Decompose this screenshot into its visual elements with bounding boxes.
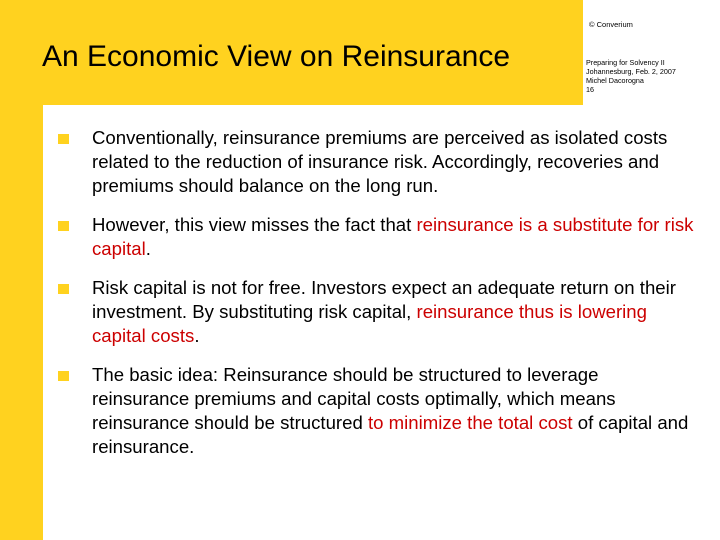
bullet-text: However, this view misses the fact that <box>92 214 417 235</box>
copyright: © Converium <box>589 20 633 29</box>
bullet-marker-icon <box>58 284 69 294</box>
meta-location-date: Johannesburg, Feb. 2, 2007 <box>586 67 676 76</box>
bullet-item <box>58 213 698 261</box>
slide-meta <box>586 58 676 94</box>
bullet-marker-icon <box>58 221 69 231</box>
bullet-item <box>58 363 698 459</box>
bullet-item <box>58 276 698 348</box>
bullet-highlight: to minimize the total cost <box>367 412 573 433</box>
bullet-text: Conventionally, reinsurance premiums are perceived as isolated costs related to the reduction of insurance risk. Accordingly, recoveries and premiums should balance on the long run. <box>92 127 668 196</box>
bullet-text-end: . <box>194 325 200 346</box>
bullet-highlight: reinsurance is a substitute for risk capital <box>92 214 694 259</box>
page-title: An Economic View on Reinsurance <box>42 40 511 73</box>
bullet-marker-icon <box>58 134 69 144</box>
bullet-highlight: reinsurance thus is lowering capital costs <box>92 301 647 346</box>
slide-number: 16 <box>586 85 594 94</box>
bullet-list <box>58 126 698 459</box>
bullet-marker-icon <box>58 371 69 381</box>
bullet-text: The basic idea: Reinsurance should be structured to leverage reinsurance premiums and capital costs optimally, which means reinsurance should be structured <box>92 364 616 433</box>
bullet-text: Risk capital is not for free. Investors expect an adequate return on their investment. By substituting risk capital, <box>92 277 676 322</box>
bullet-item <box>58 126 698 198</box>
meta-author: Michel Dacorogna <box>586 76 644 85</box>
left-band <box>0 0 43 540</box>
meta-event: Preparing for Solvency II <box>586 58 665 67</box>
bullet-text-end: of capital and reinsurance. <box>92 412 689 457</box>
bullet-text-end: . <box>145 238 151 259</box>
